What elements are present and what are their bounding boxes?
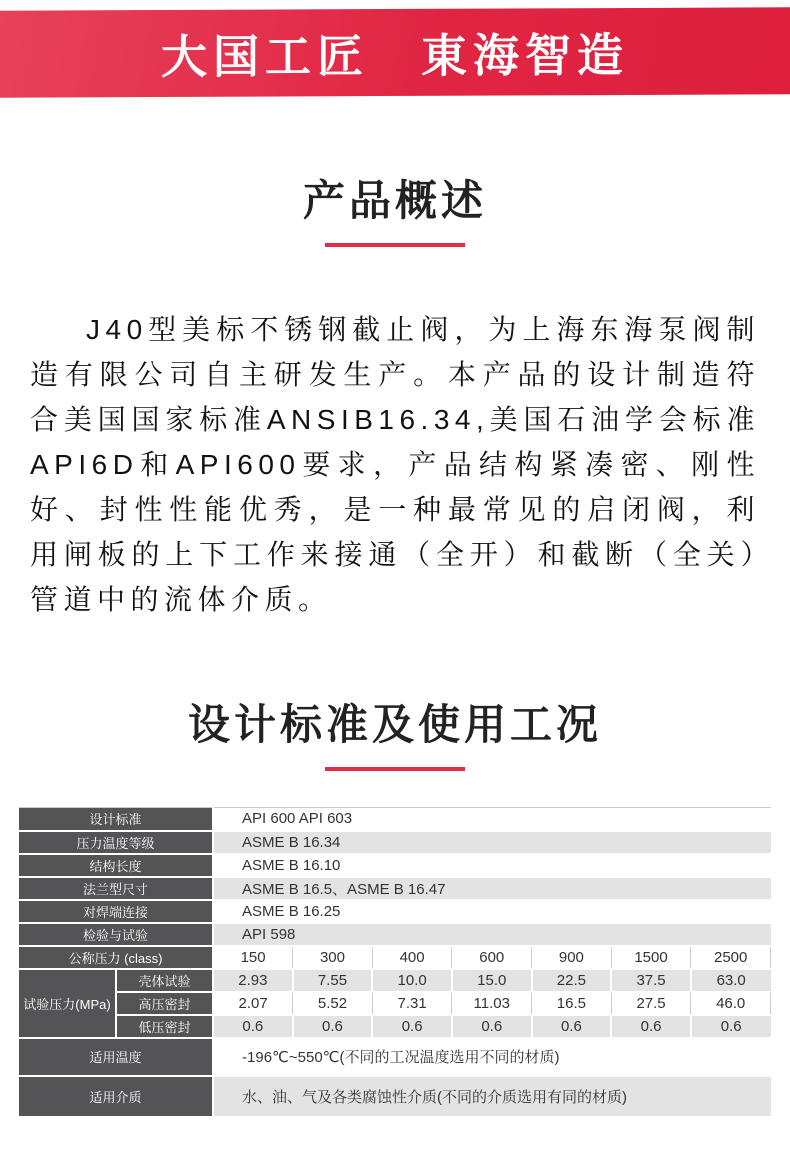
temperature-row	[19, 1038, 771, 1076]
pressure-value: 0.6	[691, 1015, 771, 1038]
row-label: 检验与试验	[19, 923, 213, 946]
class-value: 1500	[611, 946, 691, 969]
row-value: 水、油、气及各类腐蚀性介质(不同的介质选用有同的材质)	[213, 1076, 770, 1117]
pressure-value: 2.07	[213, 992, 293, 1015]
class-value: 900	[532, 946, 612, 969]
class-value: 600	[452, 946, 532, 969]
high-seal-row	[19, 992, 771, 1015]
row-label: 高压密封	[116, 992, 213, 1015]
row-label: 公称压力 (class)	[19, 946, 213, 969]
test-pressure-label: 试验压力(MPa)	[19, 969, 116, 1038]
row-label: 低压密封	[116, 1015, 213, 1038]
class-value: 2500	[691, 946, 771, 969]
pressure-value: 7.31	[372, 992, 452, 1015]
row-value: API 598	[213, 923, 770, 946]
specs-title-underline	[325, 767, 465, 771]
pressure-value: 10.0	[372, 969, 452, 992]
pressure-value: 0.6	[611, 1015, 691, 1038]
table-row	[19, 877, 771, 900]
product-detail-page	[0, 9, 790, 1118]
pressure-value: 37.5	[611, 969, 691, 992]
pressure-value: 63.0	[691, 969, 771, 992]
brand-banner	[0, 7, 790, 97]
class-value: 400	[372, 946, 452, 969]
table-row	[19, 854, 771, 877]
shell-test-row	[19, 969, 771, 992]
table-row	[19, 808, 771, 831]
pressure-value: 15.0	[452, 969, 532, 992]
overview-title-underline	[325, 243, 465, 247]
row-value: ASME B 16.10	[213, 854, 770, 877]
row-label: 适用介质	[19, 1076, 213, 1117]
table-row	[19, 831, 771, 854]
row-label: 壳体试验	[116, 969, 213, 992]
overview-section	[0, 168, 790, 622]
row-value: ASME B 16.25	[213, 900, 770, 923]
pressure-value: 27.5	[611, 992, 691, 1015]
specs-title: 设计标准及使用工况	[187, 701, 602, 748]
pressure-class-row	[19, 946, 771, 969]
row-label: 法兰型尺寸	[19, 877, 213, 900]
table-row	[19, 900, 771, 923]
row-value: ASME B 16.5、ASME B 16.47	[213, 877, 770, 900]
overview-paragraph: J40型美标不锈钢截止阀，为上海东海泵阀制造有限公司自主研发生产。本产品的设计制造符合美国国家标准ANSIB16.34,美国石油学会标准API6D和API600要求，产品结构紧凑密、刚性好、封性性能优秀，是一种最常见的启闭阀，利用闸板的上下工作来接通（全开）和截断（全关）管道中的流体介质。	[30, 314, 760, 615]
low-seal-row	[19, 1015, 771, 1038]
pressure-value: 0.6	[372, 1015, 452, 1038]
class-value: 150	[213, 946, 293, 969]
spec-table	[19, 807, 771, 1118]
pressure-value: 16.5	[532, 992, 612, 1015]
row-label: 对焊端连接	[19, 900, 213, 923]
row-label: 结构长度	[19, 854, 213, 877]
pressure-value: 22.5	[532, 969, 612, 992]
pressure-value: 0.6	[452, 1015, 532, 1038]
row-label: 适用温度	[19, 1038, 213, 1076]
row-value: API 600 API 603	[213, 808, 770, 831]
pressure-value: 0.6	[532, 1015, 612, 1038]
row-value: ASME B 16.34	[213, 831, 770, 854]
pressure-value: 5.52	[293, 992, 373, 1015]
pressure-value: 46.0	[691, 992, 771, 1015]
row-value: -196℃~550℃(不同的工况温度选用不同的材质)	[213, 1038, 770, 1076]
class-value: 300	[293, 946, 373, 969]
overview-title: 产品概述	[302, 177, 487, 224]
pressure-value: 7.55	[293, 969, 373, 992]
table-row	[19, 923, 771, 946]
pressure-value: 2.93	[213, 969, 293, 992]
row-label: 压力温度等级	[19, 831, 213, 854]
pressure-value: 0.6	[213, 1015, 293, 1038]
banner-slogan: 大国工匠 東海智造	[161, 28, 629, 83]
specs-section	[0, 692, 790, 1118]
row-label: 设计标准	[19, 808, 213, 831]
pressure-value: 0.6	[293, 1015, 373, 1038]
media-row	[19, 1076, 771, 1117]
pressure-value: 11.03	[452, 992, 532, 1015]
